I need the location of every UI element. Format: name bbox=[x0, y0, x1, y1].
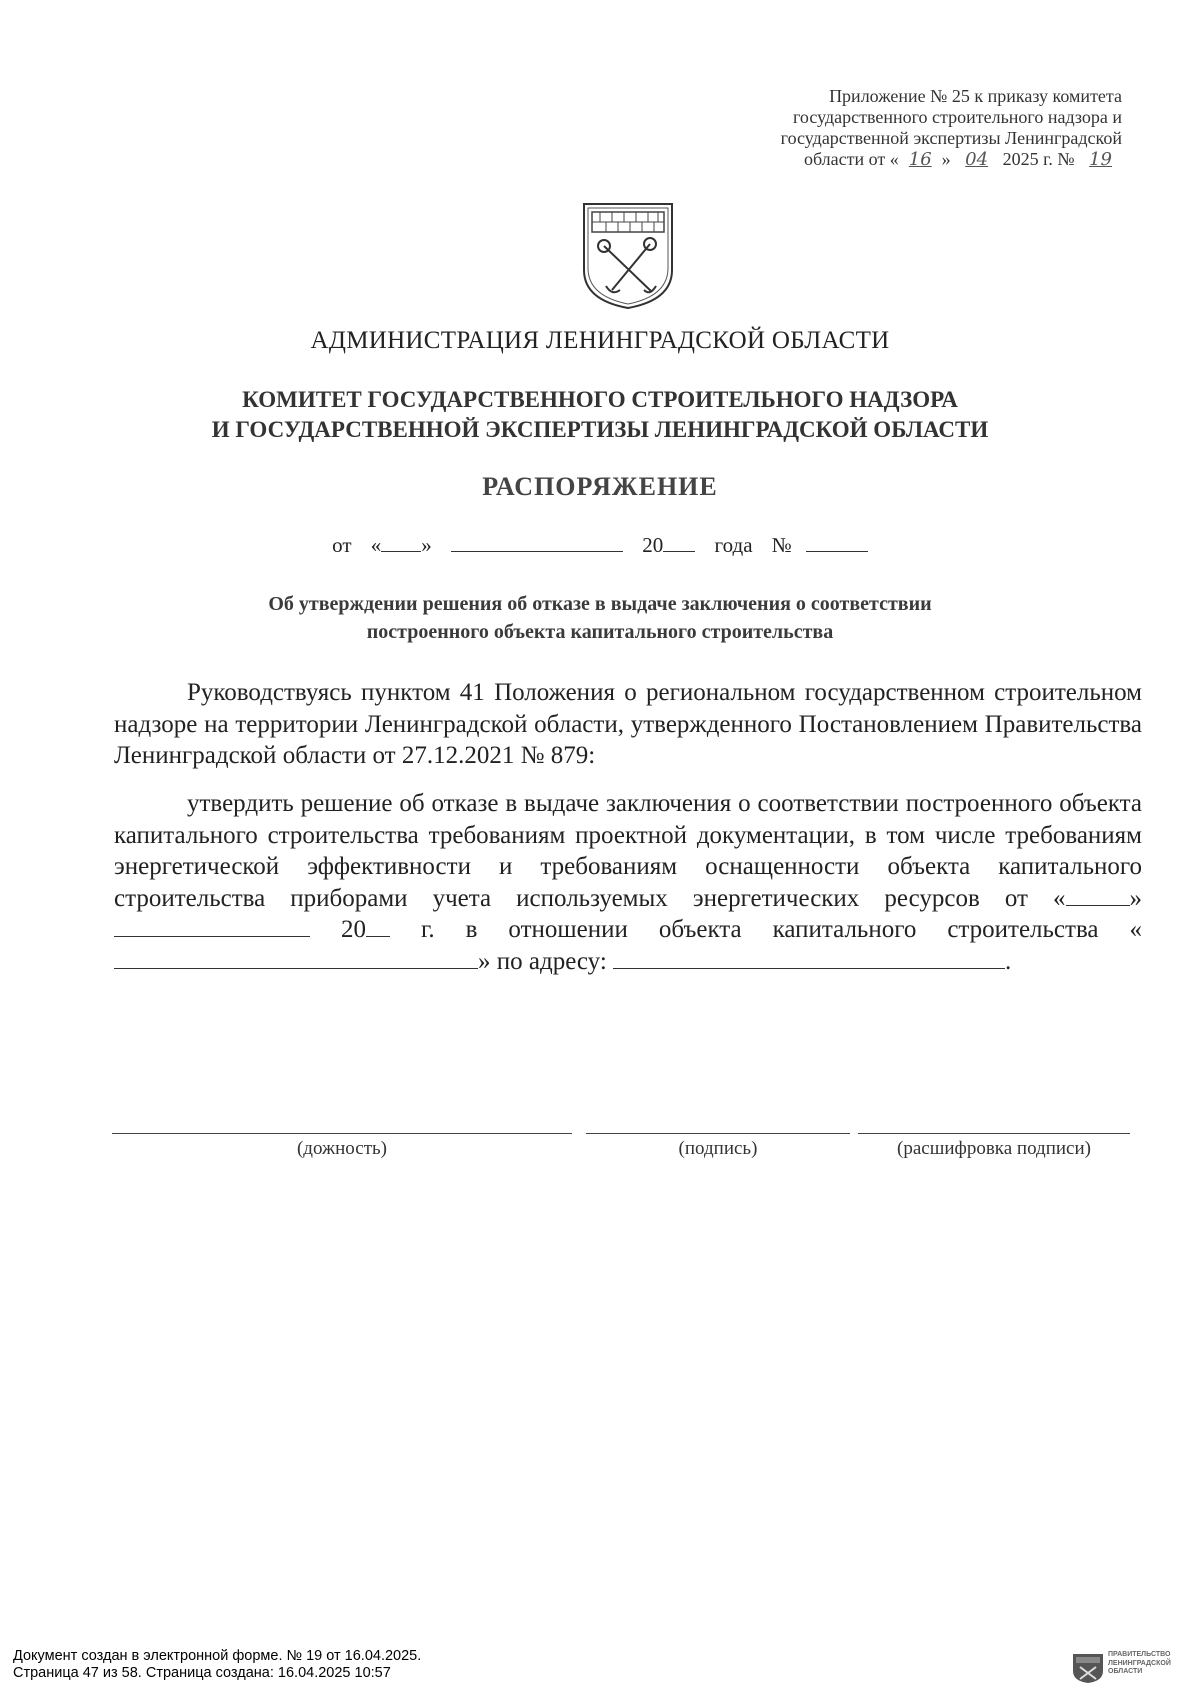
p2-text-f: . bbox=[1005, 947, 1012, 975]
p2-text-e: » по адресу: bbox=[478, 947, 607, 975]
footer-line-2: Страница 47 из 58. Страница создана: 16.04.2025 10:57 bbox=[13, 1665, 391, 1681]
committee-line-2: И ГОСУДАРСТВЕННОЙ ЭКСПЕРТИЗЫ ЛЕНИНГРАДСКОЙ ОБЛАСТИ bbox=[211, 417, 989, 442]
appendix-line-3: государственной экспертизы Ленинградской bbox=[780, 128, 1122, 148]
address-blank[interactable] bbox=[613, 946, 1005, 969]
appendix-line-2: государственного строительного надзора и bbox=[792, 107, 1122, 127]
decision-month-blank[interactable] bbox=[114, 914, 310, 937]
government-logo-icon bbox=[1070, 1651, 1106, 1685]
org-line-1: ПРАВИТЕЛЬСТВО bbox=[1108, 1651, 1171, 1658]
day-blank[interactable] bbox=[381, 533, 421, 552]
decision-year-blank[interactable] bbox=[366, 914, 390, 937]
subject-line-1: Об утверждении решения об отказе в выдаче заключения о соответствии bbox=[268, 593, 932, 615]
position-label: (дожность) bbox=[296, 1138, 388, 1159]
number-sign: № bbox=[771, 533, 792, 557]
org-line-3: ОБЛАСТИ bbox=[1108, 1668, 1143, 1675]
signature-line[interactable] bbox=[586, 1133, 850, 1134]
year-blank[interactable] bbox=[663, 533, 695, 552]
signature-label: (подпись) bbox=[678, 1138, 758, 1159]
object-name-blank[interactable] bbox=[114, 946, 478, 969]
year-word: года bbox=[714, 533, 753, 557]
date-open-quote: « bbox=[370, 533, 382, 557]
government-logo-text bbox=[1108, 1651, 1200, 1677]
appendix-date-prefix: области от « bbox=[803, 149, 899, 169]
month-blank[interactable] bbox=[451, 533, 623, 552]
appendix-line-4 bbox=[702, 149, 1122, 170]
handwritten-number: 19 bbox=[1089, 149, 1112, 170]
committee-line-1: КОМИТЕТ ГОСУДАРСТВЕННОГО СТРОИТЕЛЬНОГО НАДЗОРА bbox=[242, 387, 958, 412]
handwritten-day: 16 bbox=[908, 149, 932, 170]
order-date-line bbox=[0, 533, 1200, 558]
appendix-year: 2025 г. № bbox=[1002, 149, 1075, 169]
p2-text-d: г. в отношении объекта капитального строительства « bbox=[420, 916, 1142, 943]
appendix-line-1: Приложение № 25 к приказу комитета bbox=[829, 86, 1122, 106]
p2-text-a: утвердить решение об отказе в выдаче заключения о соответствии построенного объекта капитального строительства требованиям проектной документации, в том числе требованиям энергетической эффективности и требованиям оснащенности объекта капитального строительства приборами учета используемых энергетических ресурсов от « bbox=[114, 790, 1142, 912]
p2-text-b: » bbox=[1129, 884, 1142, 912]
footer-line-1: Документ создан в электронной форме. № 19 от 16.04.2025. bbox=[13, 1648, 422, 1664]
position-line[interactable] bbox=[112, 1133, 572, 1134]
number-blank[interactable] bbox=[806, 533, 868, 552]
handwritten-month: 04 bbox=[965, 149, 989, 170]
p2-century: 20 bbox=[340, 916, 366, 943]
signature-decoding-line[interactable] bbox=[858, 1133, 1130, 1134]
subject-line-2: построенного объекта капитального строительства bbox=[366, 621, 834, 643]
date-close-quote: » bbox=[421, 533, 432, 557]
org-line-2: ЛЕНИНГРАДСКОЙ bbox=[1108, 1659, 1171, 1667]
century-label: 20 bbox=[642, 533, 664, 557]
footer-stamp bbox=[13, 1648, 421, 1682]
order-subject bbox=[0, 590, 1200, 646]
appendix-note bbox=[702, 86, 1122, 170]
appendix-date-quote: » bbox=[941, 149, 951, 169]
order-title: РАСПОРЯЖЕНИЕ bbox=[482, 472, 718, 501]
body-paragraph-2 bbox=[114, 788, 1142, 977]
signature-decoding-label: (расшифровка подписи) bbox=[897, 1138, 1091, 1159]
administration-heading: АДМИНИСТРАЦИЯ ЛЕНИНГРАДСКОЙ ОБЛАСТИ bbox=[310, 327, 890, 354]
committee-heading bbox=[0, 385, 1200, 445]
date-from-label: от bbox=[332, 533, 352, 557]
body-paragraph-1: Руководствуясь пунктом 41 Положения о региональном государственном строительном надзоре на территории Ленинградской области, утвержденного Постановлением Правительства Ленинградской области от 27.12.2021 № 879: bbox=[114, 679, 1142, 769]
decision-day-blank[interactable] bbox=[1066, 883, 1130, 906]
coat-of-arms-icon bbox=[580, 200, 676, 312]
